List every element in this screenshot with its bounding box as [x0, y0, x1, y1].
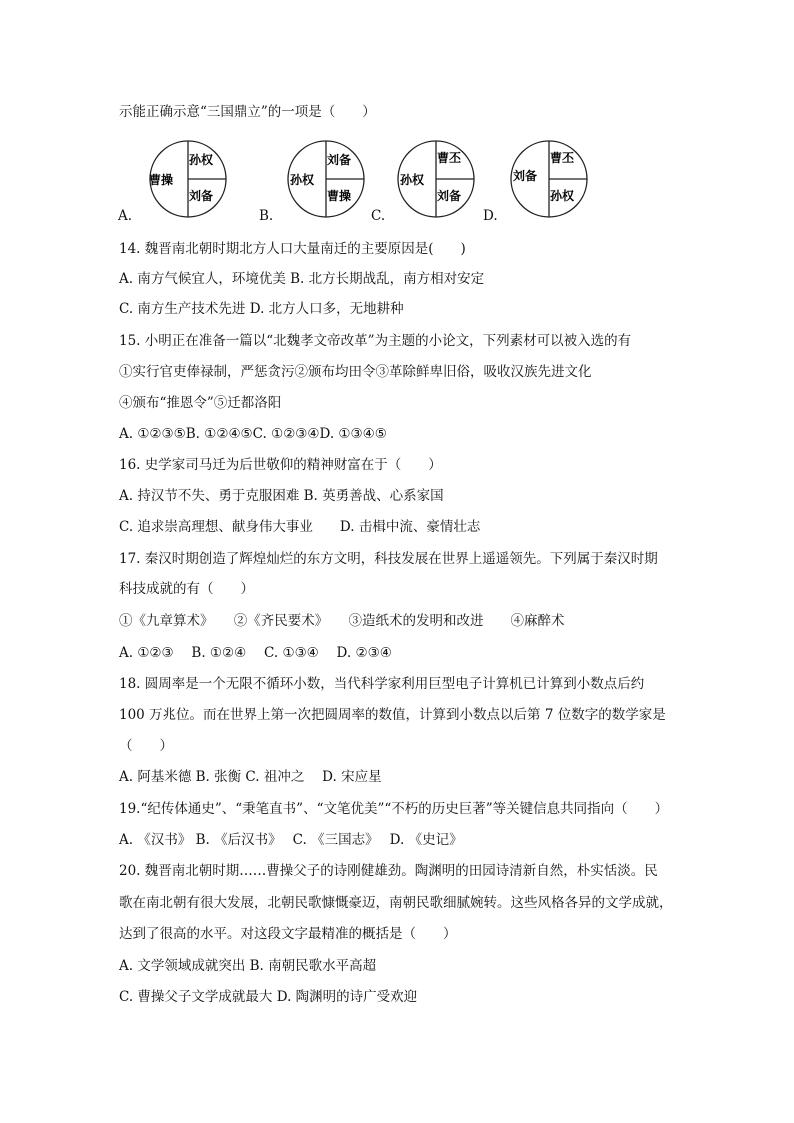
option-c-pie — [395, 138, 477, 220]
q20-stem-3: 达到了很高的水平。对这段文字最精准的概括是（ ） — [119, 926, 457, 942]
q13-option-diagrams — [115, 138, 715, 226]
q17-items: ①《九章算术》 ②《齐民要术》 ③造纸术的发明和改进 ④麻醉术 — [119, 613, 565, 629]
q15-materials-1: ①实行官吏俸禄制，严惩贪污②颁布均田令③革除鲜卑旧俗，吸收汉族先进文化 — [119, 364, 592, 380]
option-c-name-3: 刘备 — [437, 189, 462, 203]
option-d-name-3: 孙权 — [550, 189, 575, 203]
q16-options-ab: A. 持汉节不失、勇于克服困难 B. 英勇善战、心系家国 — [119, 488, 444, 504]
q15-materials-2: ④颁布“推恩令”⑤迁都洛阳 — [119, 395, 282, 411]
option-d-label: D. — [483, 208, 498, 224]
option-a-label: A. — [118, 208, 133, 224]
q20-stem-1: 20. 魏晋南北朝时期……曹操父子的诗刚健雄劲。陶渊明的田园诗清新自然，朴实恬淡。民 — [119, 863, 658, 879]
q15-options: A. ①②③⑤B. ①②④⑤C. ①②③④D. ①③④⑤ — [119, 426, 387, 442]
q20-options-ab: A. 文学领域成就突出 B. 南朝民歌水平高超 — [119, 958, 377, 974]
option-b-pie — [285, 138, 367, 220]
option-b-name-3: 曹操 — [327, 189, 352, 203]
q17-stem-2: 科技成就的有（ ） — [119, 581, 254, 597]
question-13-tail: 示能正确示意“三国鼎立”的一项是（ ） — [119, 104, 376, 120]
q18-stem-3: （ ） — [119, 738, 173, 754]
q20-options-cd: C. 曹操父子文学成就最大 D. 陶渊明的诗广受欢迎 — [119, 989, 418, 1005]
option-b-name-2: 孙权 — [290, 173, 315, 187]
option-a-pie — [147, 138, 229, 220]
option-c-name-2: 孙权 — [400, 173, 425, 187]
q15-stem: 15. 小明正在准备一篇以“北魏孝文帝改革”为主题的小论文，下列素材可以被入选的有 — [119, 333, 632, 349]
q19-options: A. 《汉书》 B. 《后汉书》 C. 《三国志》 D. 《史记》 — [119, 832, 463, 848]
option-c-label: C. — [371, 208, 386, 224]
q14-options-ab: A. 南方气候宜人，环境优美 B. 北方长期战乱，南方相对安定 — [119, 271, 485, 287]
option-b-name-1: 刘备 — [327, 153, 352, 167]
option-a-name-1: 孙权 — [189, 153, 214, 167]
q14-stem: 14. 魏晋南北朝时期北方人口大量南迁的主要原因是( ) — [119, 241, 466, 257]
q14-options-cd: C. 南方生产技术先进 D. 北方人口多，无地耕种 — [119, 301, 404, 317]
option-d-name-2: 刘备 — [513, 169, 538, 183]
option-a-name-3: 刘备 — [189, 189, 214, 203]
option-d-name-1: 曹丕 — [550, 151, 575, 165]
q19-stem: 19.“纪传体通史”、“秉笔直书”、“文笔优美”“不朽的历史巨著”等关键信息共同指向（ ） — [119, 801, 669, 817]
q18-stem-1: 18. 圆周率是一个无限不循环小数，当代科学家利用巨型电子计算机已计算到小数点后约 — [119, 676, 645, 692]
q16-options-cd: C. 追求崇高理想、献身伟大事业 D. 击楫中流、豪情壮志 — [119, 519, 481, 535]
q20-stem-2: 歌在南北朝有很大发展，北朝民歌慷慨豪迈，南朝民歌细腻婉转。这些风格各异的文学成就， — [119, 895, 673, 911]
option-c-name-1: 曹丕 — [437, 151, 462, 165]
option-a-name-2: 曹操 — [149, 173, 174, 187]
q17-stem-1: 17. 秦汉时期创造了辉煌灿烂的东方文明，科技发展在世界上遥遥领先。下列属于秦汉时期 — [119, 551, 658, 567]
option-b-label: B. — [259, 208, 274, 224]
q17-options: A. ①②③ B. ①②④ C. ①③④ D. ②③④ — [119, 645, 392, 661]
q16-stem: 16. 史学家司马迁为后世敬仰的精神财富在于（ ） — [119, 457, 442, 473]
q18-options: A. 阿基米德 B. 张衡 C. 祖冲之 D. 宋应星 — [119, 769, 382, 785]
option-d-pie — [508, 138, 590, 220]
q18-stem-2: 100 万兆位。而在世界上第一次把圆周率的数值，计算到小数点以后第 7 位数字的数学家是 — [119, 707, 666, 723]
